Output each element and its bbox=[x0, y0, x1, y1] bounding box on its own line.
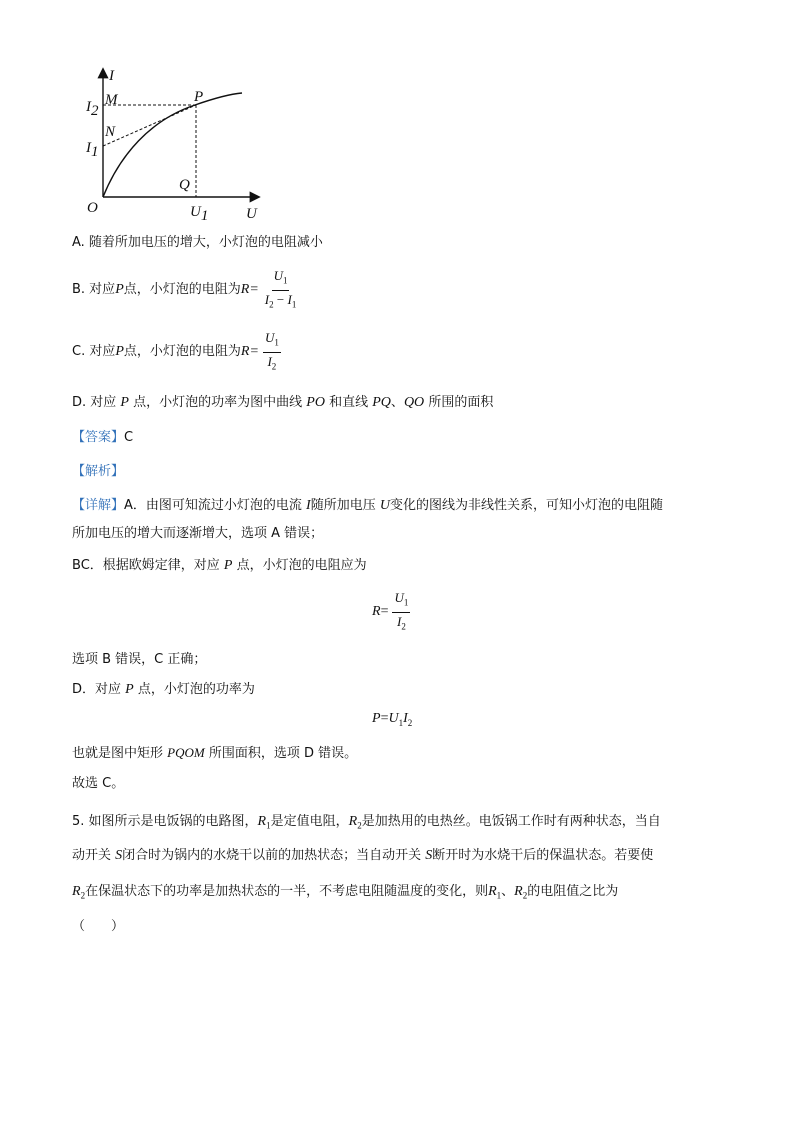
label-q: Q bbox=[179, 177, 190, 193]
iu-curve bbox=[103, 93, 242, 197]
label-p: P bbox=[194, 89, 204, 105]
fraction-c: $\frac{U_1}{I_2}$ bbox=[264, 329, 279, 372]
q5-line-1: 5. 如图所示是电饭锅的电路图，$R_1$是定值电阻，$R_2$是加热用的电热丝。电饭锅工作时有两种状态，当自 bbox=[72, 814, 661, 831]
label-i1: I1 bbox=[86, 140, 99, 160]
answer-label: 【答案】 bbox=[72, 430, 125, 445]
answer bbox=[72, 428, 133, 448]
u-axis-label: U bbox=[246, 206, 257, 222]
detail-line-1: 【详解】A．由图可知流过小灯泡的电流 I随所加电压 U变化的图线为非线性关系，可知小灯泡的电阻随 bbox=[72, 498, 663, 513]
q5-answer-paren: （ ） bbox=[72, 919, 125, 934]
formula-c: R= bbox=[240, 344, 259, 359]
i-axis-label: I bbox=[109, 68, 114, 84]
tangent-line-np bbox=[103, 105, 196, 146]
formula-b: R= bbox=[240, 282, 259, 297]
option-b: B. 对应 P 点，小灯泡的电阻为 R= $\frac{U_1}{I_2 - I_1}$ bbox=[72, 270, 300, 310]
option-d: D. 对应 P 点，小灯泡的功率为图中曲线 PO 和直线 PQ、QO 所围的面积 bbox=[72, 395, 494, 410]
detail-line-6: 也就是图中矩形 PQOM 所围面积，选项 D 错误。 bbox=[72, 745, 358, 761]
option-c: C. 对应 P 点，小灯泡的电阻为 R= $\frac{U_1}{I_2}$ bbox=[72, 332, 283, 372]
label-u1: U1 bbox=[190, 204, 209, 224]
detail-line-7: 故选 C。 bbox=[72, 776, 125, 791]
detail-line-4: 选项 B 错误，C 正确； bbox=[72, 652, 207, 667]
detail-line-2: 所加电压的增大而逐渐增大，选项 A 错误； bbox=[72, 526, 324, 541]
detail-line-5: D．对应 P 点，小灯泡的功率为 bbox=[72, 682, 255, 697]
answer-value: C bbox=[124, 430, 134, 445]
label-n: N bbox=[105, 124, 116, 140]
fraction-b: $\frac{U_1}{I_2 - I_1}$ bbox=[264, 267, 297, 310]
equation-resistance: R= $\frac{U_1}{I_2}$ bbox=[372, 589, 409, 632]
option-a: A. 随着所加电压的增大，小灯泡的电阻减小 bbox=[72, 235, 323, 250]
origin-label: O bbox=[87, 200, 98, 216]
label-m: M bbox=[105, 92, 118, 108]
q5-line-3: $R_2$在保温状态下的功率是加热状态的一半，不考虑电阻随温度的变化，则$R_1$、$R_2$的电阻值之比为 bbox=[72, 884, 619, 901]
iu-graph bbox=[80, 60, 280, 225]
label-i2: I2 bbox=[86, 99, 99, 119]
analysis-label: 【解析】 bbox=[72, 464, 125, 479]
q5-line-2: 动开关 S闭合时为锅内的水烧干以前的加热状态；当自动开关 S断开时为水烧干后的保温状态。若要使 bbox=[72, 848, 654, 863]
equation-power: $P=U_1I_2$ bbox=[372, 711, 413, 728]
detail-line-3: BC．根据欧姆定律，对应 P 点，小灯泡的电阻应为 bbox=[72, 558, 367, 573]
